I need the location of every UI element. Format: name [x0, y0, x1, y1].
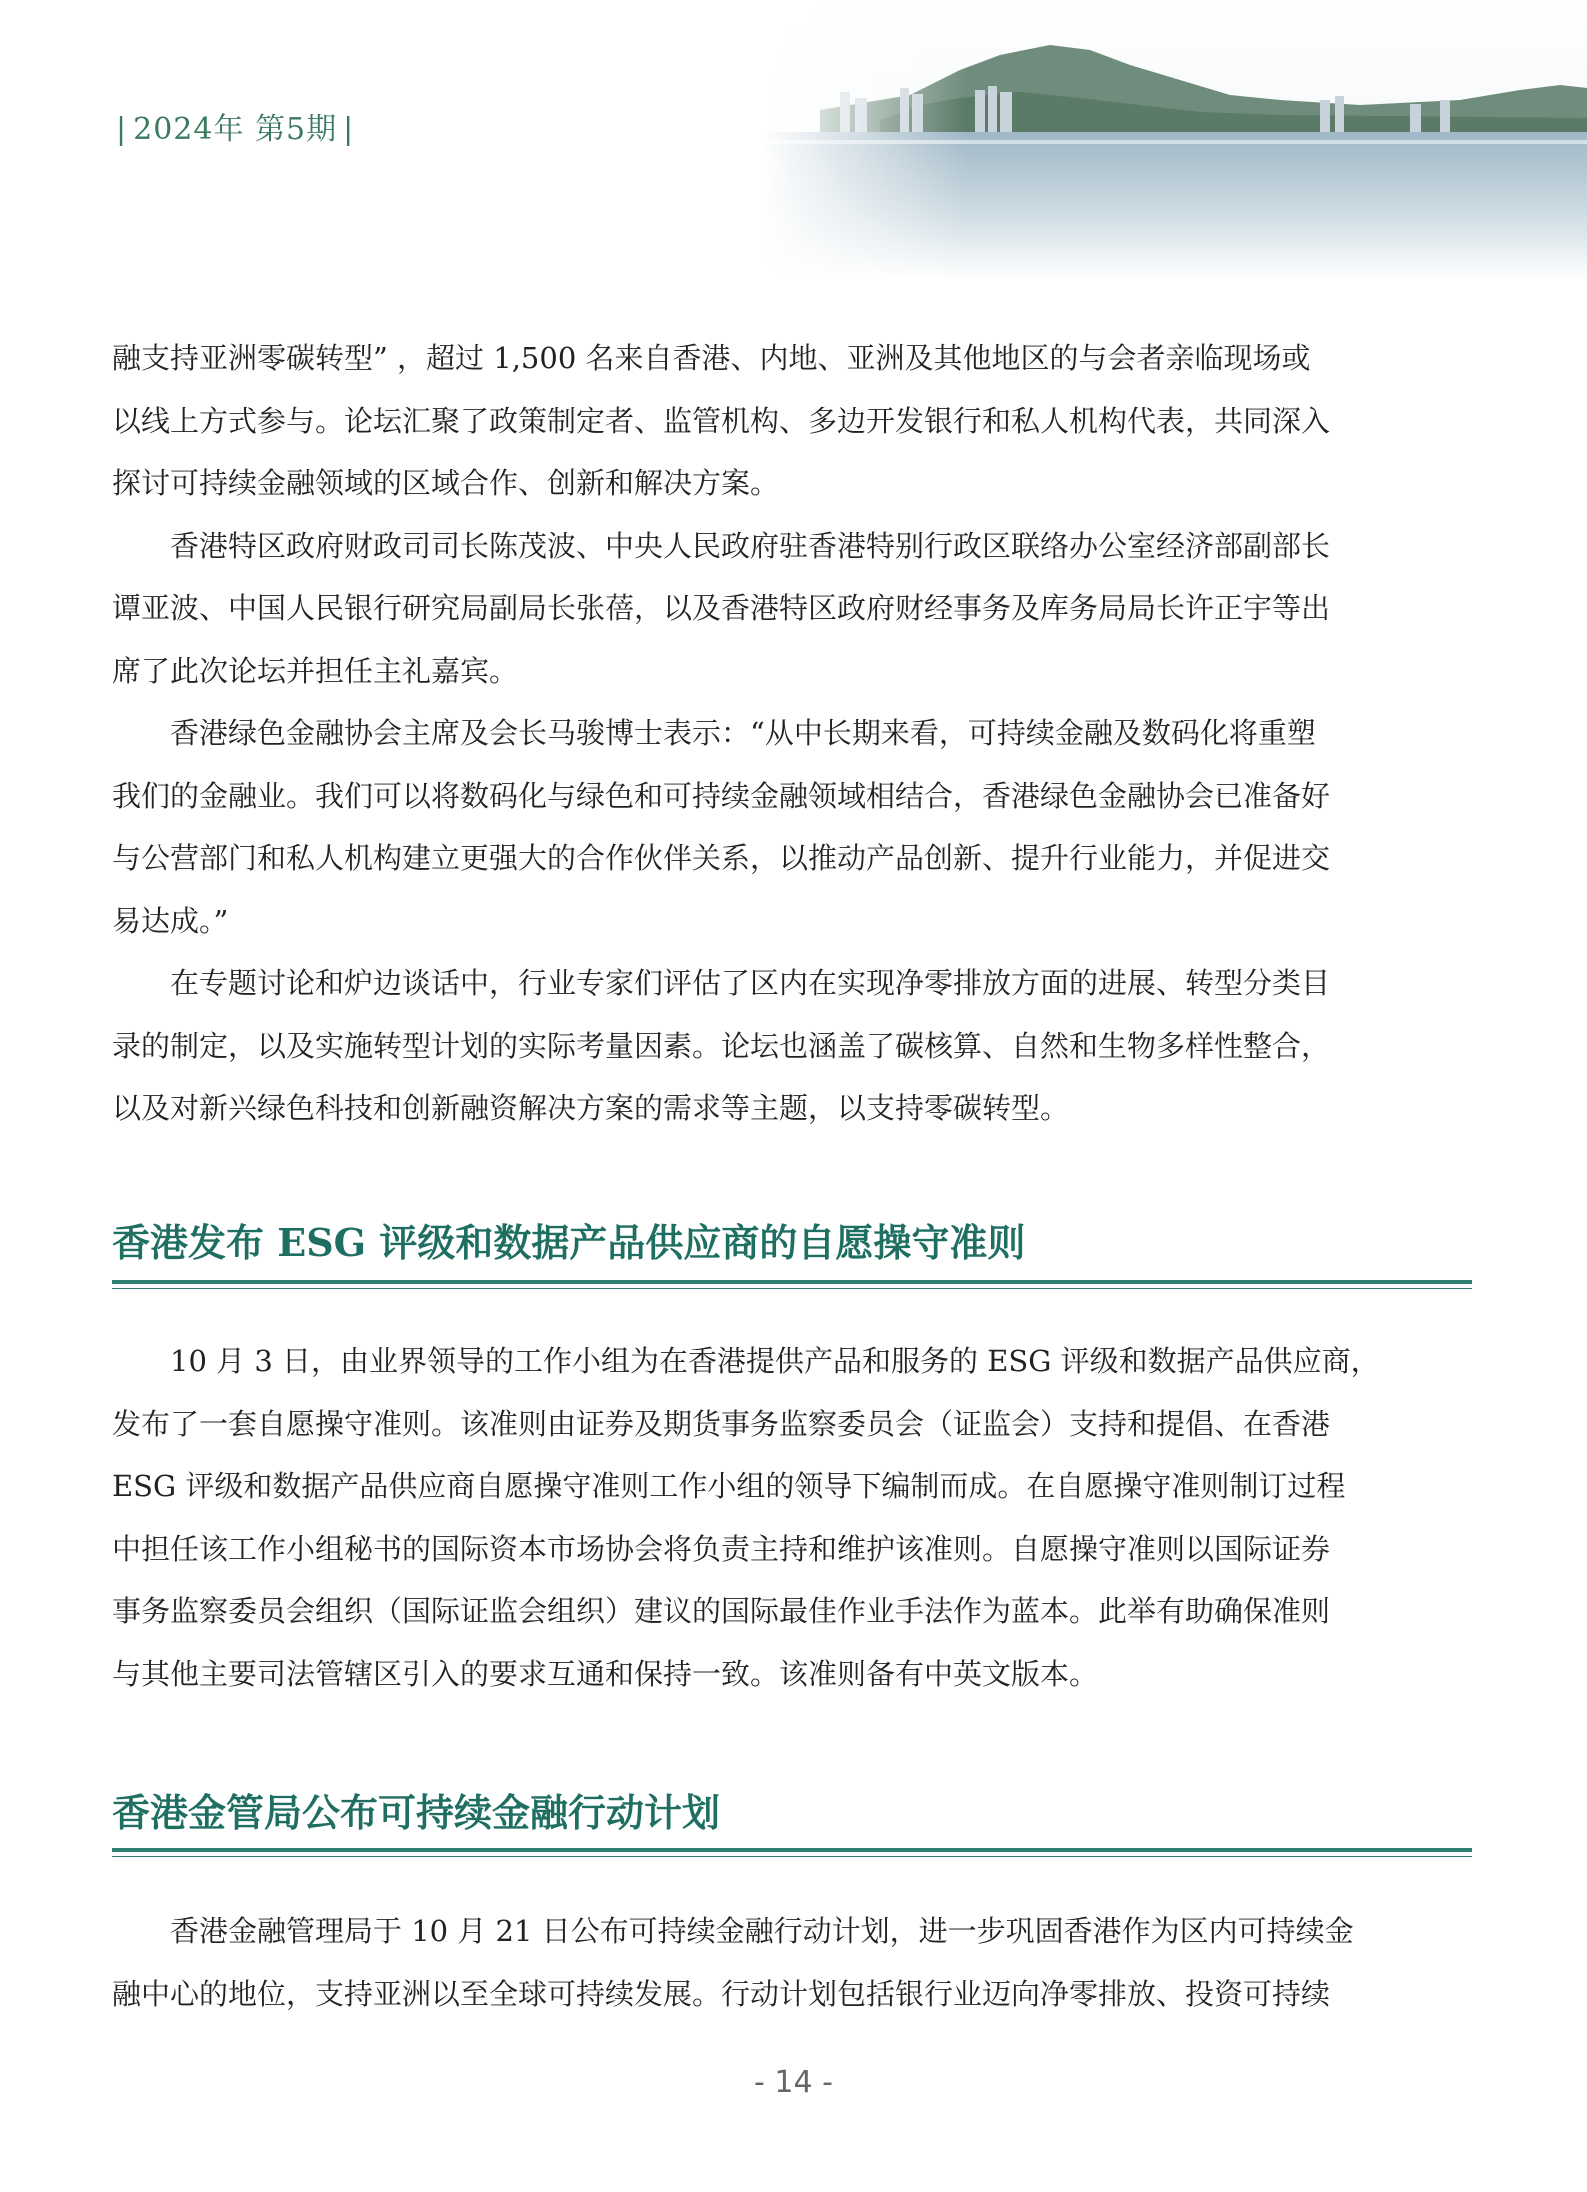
continuation-line: 融支持亚洲零碳转型” ，超过 1,500 名来自香港、内地、亚洲及其他地区的与会者亲临现场或: [112, 341, 1311, 375]
issue-bar-left: |: [116, 112, 128, 147]
section1-line: 10 月 3 日，由业界领导的工作小组为在香港提供产品和服务的 ESG 评级和数据产品供应商，: [170, 1344, 1380, 1378]
page-number: - 14 -: [754, 2065, 833, 2100]
section-divider-thin: [112, 1856, 1472, 1857]
section-heading-hkma-plan: 香港金管局公布可持续金融行动计划: [112, 1790, 721, 1835]
section2-line: 香港金融管理局于 10 月 21 日公布可持续金融行动计划，进一步巩固香港作为区内可持续金: [170, 1914, 1354, 1948]
section2-line: 融中心的地位，支持亚洲以至全球可持续发展。行动计划包括银行业迈向净零排放、投资可持续: [112, 1976, 1331, 2011]
paragraph-line: 我们的金融业。我们可以将数码化与绿色和可持续金融领域相结合，香港绿色金融协会已准备好: [112, 778, 1331, 813]
section1-line: ESG 评级和数据产品供应商自愿操守准则工作小组的领导下编制而成。在自愿操守准则制订过程: [112, 1469, 1346, 1503]
issue-label: [110, 104, 360, 148]
paragraph-line: 在专题讨论和炉边谈话中，行业专家们评估了区内在实现净零排放方面的进展、转型分类目: [170, 966, 1331, 1000]
section1-line: 中担任该工作小组秘书的国际资本市场协会将负责主持和维护该准则。自愿操守准则以国际证券: [112, 1531, 1331, 1566]
continuation-line: 以线上方式参与。论坛汇聚了政策制定者、监管机构、多边开发银行和私人机构代表，共同深入: [112, 403, 1331, 438]
section1-line: 发布了一套自愿操守准则。该准则由证券及期货事务监察委员会（证监会）支持和提倡、在香港: [112, 1406, 1331, 1441]
paragraph-line: 以及对新兴绿色科技和创新融资解决方案的需求等主题，以支持零碳转型。: [112, 1091, 1070, 1125]
paragraph-line: 香港绿色金融协会主席及会长马骏博士表示：“从中长期来看，可持续金融及数码化将重塑: [170, 716, 1316, 750]
section1-line: 事务监察委员会组织（国际证监会组织）建议的国际最佳作业手法作为蓝本。此举有助确保准则: [112, 1594, 1331, 1628]
issue-text: 2024年 第5期: [133, 112, 338, 147]
section2-body: [112, 1900, 1472, 2025]
issue-bar-right: |: [343, 112, 355, 147]
section1-line: 与其他主要司法管辖区引入的要求互通和保持一致。该准则备有中英文版本。: [112, 1656, 1099, 1691]
section-divider-thick: [112, 1848, 1472, 1852]
paragraph-line: 录的制定，以及实施转型计划的实际考量因素。论坛也涵盖了碳核算、自然和生物多样性整合，: [112, 1028, 1331, 1063]
paragraph-line: 香港特区政府财政司司长陈茂波、中央人民政府驻香港特别行政区联络办公室经济部副部长: [170, 528, 1331, 563]
intro-continuation: [112, 327, 1472, 1140]
continuation-line: 探讨可持续金融领域的区域合作、创新和解决方案。: [112, 466, 780, 500]
section-divider: [112, 1848, 1472, 1858]
section1-body: [112, 1330, 1472, 1705]
section-divider-thick: [112, 1280, 1472, 1284]
paragraph-line: 与公营部门和私人机构建立更强大的合作伙伴关系，以推动产品创新、提升行业能力，并促进交: [112, 841, 1331, 875]
section-divider-thin: [112, 1288, 1472, 1289]
paragraph-line: 席了此次论坛并担任主礼嘉宾。: [112, 653, 519, 688]
paragraph-line: 易达成。”: [112, 903, 229, 938]
section-divider: [112, 1280, 1472, 1290]
header-landscape-image: [760, 0, 1587, 280]
section-heading-esg-code: 香港发布 ESG 评级和数据产品供应商的自愿操守准则: [112, 1220, 1026, 1265]
paragraph-line: 谭亚波、中国人民银行研究局副局长张蓓，以及香港特区政府财经事务及库务局局长许正宇等出: [112, 591, 1331, 625]
